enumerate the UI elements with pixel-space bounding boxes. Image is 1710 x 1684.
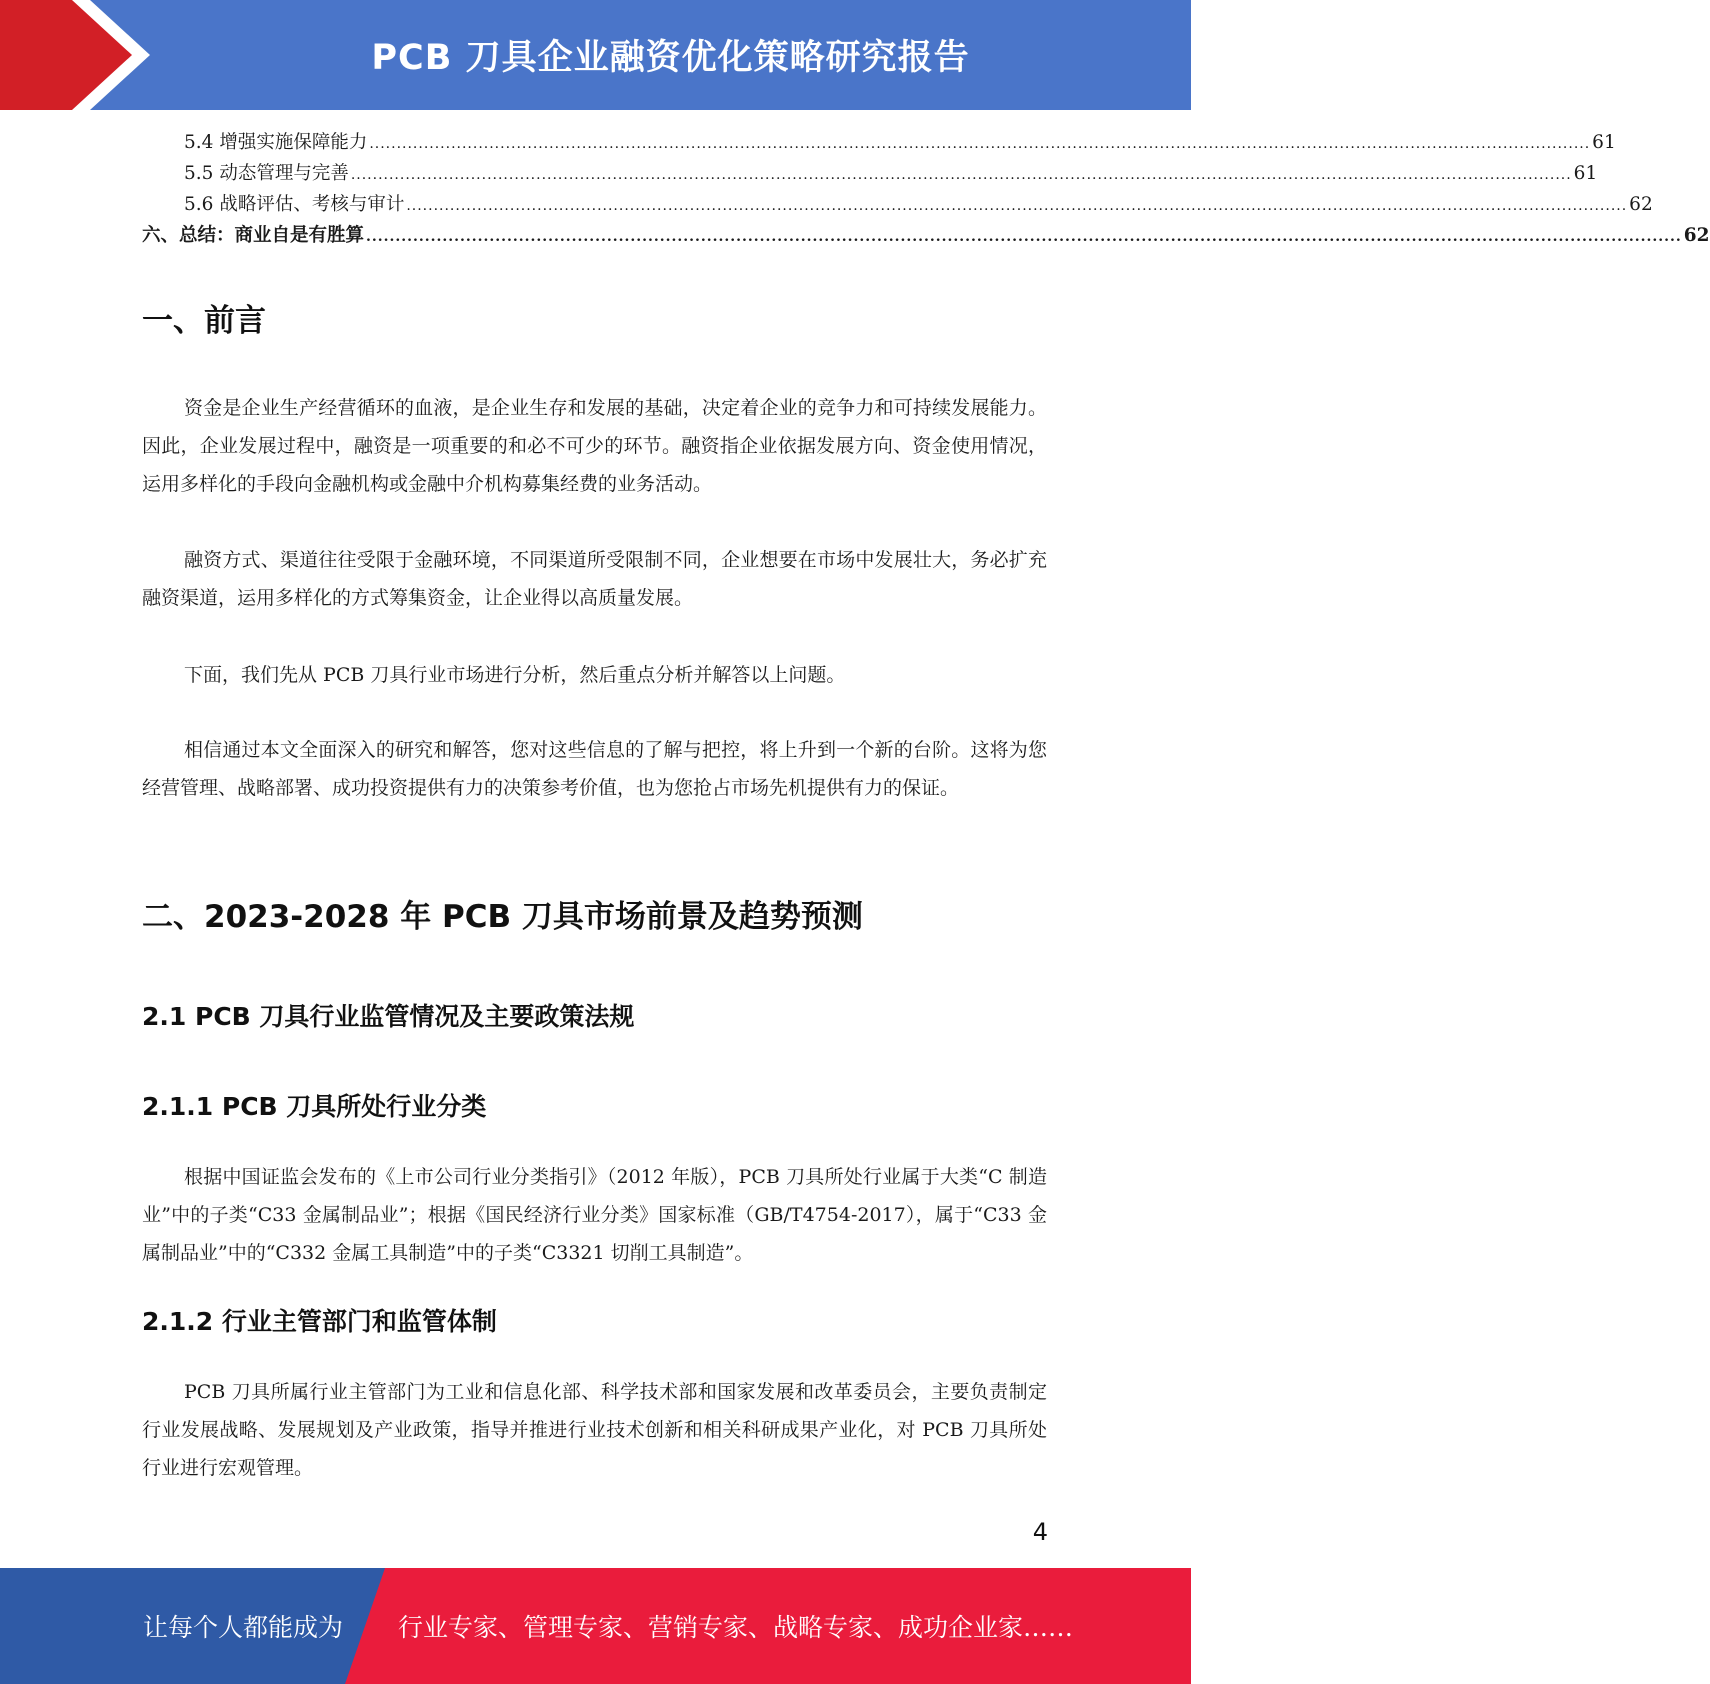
paragraph: PCB 刀具所属行业主管部门为工业和信息化部、科学技术部和国家发展和改革委员会，主要负责制定行业发展战略、发展规划及产业政策，指导并推进行业技术创新和相关科研成果产业化，对 PCB 刀具所处行业进行宏观管理。 [142,1381,1047,1479]
toc-leader-dots: ................................................................................................................................................................................................................................ [366,229,1682,245]
paragraph: 下面，我们先从 PCB 刀具行业市场进行分析，然后重点分析并解答以上问题。 [184,664,846,686]
toc-entry-page: 61 [1592,132,1616,153]
subsubsection-heading: 2.1.2 行业主管部门和监管体制 [142,1307,497,1336]
toc-entry-chapter[interactable] [142,221,1710,252]
toc-entry-title: 六、总结：商业自是有胜算 [142,225,365,246]
toc-leader-dots: ................................................................................................................................................................................................................................ [406,198,1628,214]
table-of-contents [142,128,1710,252]
footer-slogan-right: 行业专家、管理专家、营销专家、战略专家、成功企业家…… [398,1613,1074,1642]
toc-entry-page: 62 [1683,225,1710,246]
header-banner [0,0,1191,110]
subsubsection-heading: 2.1.1 PCB 刀具所处行业分类 [142,1092,487,1121]
toc-entry[interactable] [142,190,1653,221]
toc-entry-page: 62 [1629,194,1653,215]
paragraph: 资金是企业生产经营循环的血液，是企业生存和发展的基础，决定着企业的竞争力和可持续发展能力。因此，企业发展过程中，融资是一项重要的和必不可少的环节。融资指企业依据发展方向、资金使用情况，运用多样化的手段向金融机构或金融中介机构募集经费的业务活动。 [142,397,1047,495]
subsection-heading: 2.1 PCB 刀具行业监管情况及主要政策法规 [142,1002,635,1031]
paragraph: 融资方式、渠道往往受限于金融环境，不同渠道所受限制不同，企业想要在市场中发展壮大，务必扩充融资渠道，运用多样化的方式筹集资金，让企业得以高质量发展。 [142,549,1047,609]
section-heading-market-outlook: 二、2023-2028 年 PCB 刀具市场前景及趋势预测 [142,899,863,935]
toc-leader-dots: ................................................................................................................................................................................................................................ [350,167,1572,183]
paragraph: 根据中国证监会发布的《上市公司行业分类指引》（2012 年版），PCB 刀具所处行业属于大类“C 制造业”中的子类“C33 金属制品业”；根据《国民经济行业分类》国家标准（GB/T4754-2017），属于“C33 金属制品业”中的“C332 金属工具制造”中的子类“C3321 切削工具制造”。 [142,1166,1047,1264]
toc-entry-title: 增强实施保障能力 [219,132,368,153]
toc-entry-number: 5.5 [184,163,214,184]
page-number: 4 [1032,1518,1048,1546]
toc-entry-title: 战略评估、考核与审计 [219,194,405,215]
toc-entry-title: 动态管理与完善 [219,163,349,184]
report-title: PCB 刀具企业融资优化策略研究报告 [371,38,970,78]
toc-entry-number: 5.4 [184,132,214,153]
section-heading-preface: 一、前言 [142,303,266,339]
toc-entry-number: 5.6 [184,194,214,215]
toc-entry[interactable] [142,128,1616,159]
footer-banner [0,1568,1191,1684]
toc-entry[interactable] [142,159,1598,190]
toc-leader-dots: ................................................................................................................................................................................................................................ [369,136,1591,152]
paragraph: 相信通过本文全面深入的研究和解答，您对这些信息的了解与把控，将上升到一个新的台阶。这将为您经营管理、战略部署、成功投资提供有力的决策参考价值，也为您抢占市场先机提供有力的保证。 [142,739,1047,799]
toc-entry-page: 61 [1573,163,1598,184]
footer-slogan-left: 让每个人都能成为 [143,1613,344,1642]
